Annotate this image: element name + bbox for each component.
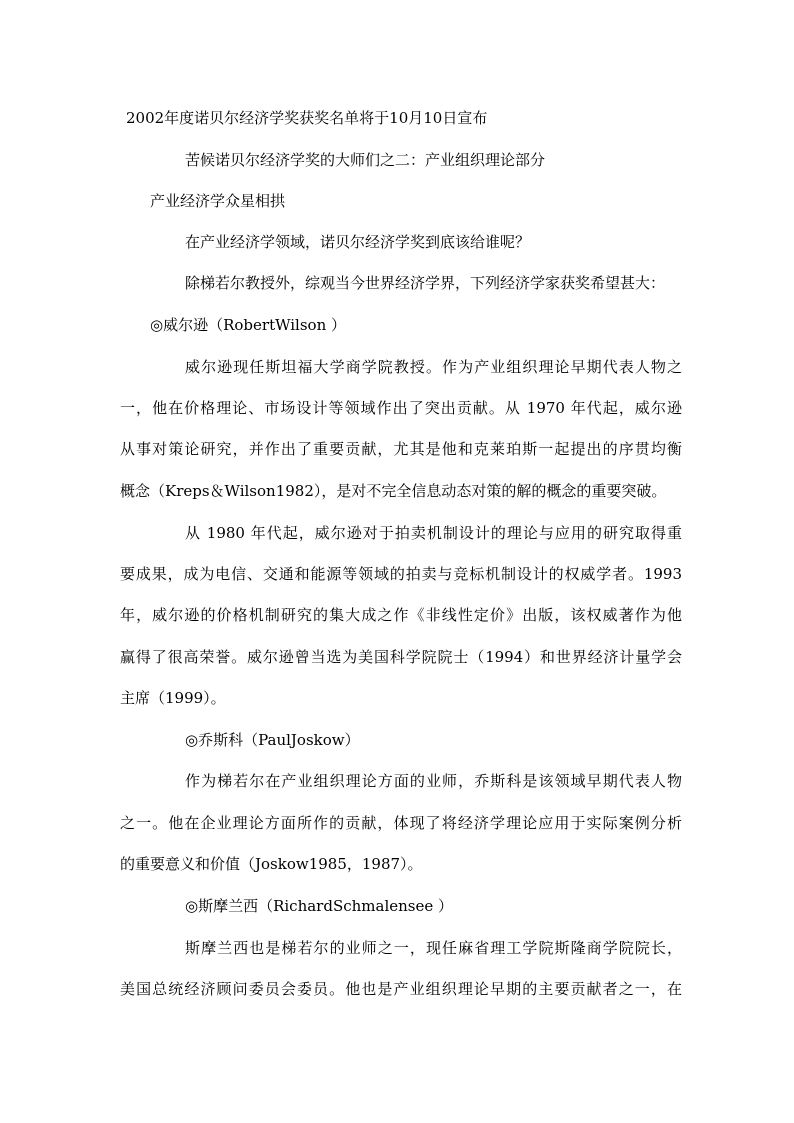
paragraph-line: 之一。他在企业理论方面所作的贡献，体现了将经济学理论应用于实际案例分析	[120, 814, 682, 832]
paragraph-line: 威尔逊现任斯坦福大学商学院教授。作为产业组织理论早期代表人物之	[185, 358, 682, 376]
paragraph-line: 赢得了很高荣誉。威尔逊曾当选为美国科学院院士（1994）和世界经济计量学会	[120, 648, 682, 666]
document-subtitle: 苦候诺贝尔经济学奖的大师们之二：产业组织理论部分	[185, 151, 546, 169]
paragraph-line: 主席（1999）。	[120, 689, 226, 707]
joskow-heading: ◎乔斯科（PaulJoskow）	[185, 731, 360, 749]
paragraph-line: 年，威尔逊的价格机制研究的集大成之作《非线性定价》出版，该权威著作为他	[120, 606, 682, 624]
paragraph-line: 美国总统经济顾问委员会委员。他也是产业组织理论早期的主要贡献者之一，在	[120, 980, 682, 998]
wilson-heading: ◎威尔逊（RobertWilson ）	[150, 316, 346, 334]
paragraph-line: 作为梯若尔在产业组织理论方面的业师，乔斯科是该领域早期代表人物	[185, 772, 682, 790]
intro-statement: 除梯若尔教授外，综观当今世界经济学界，下列经济学家获奖希望甚大：	[185, 274, 666, 292]
paragraph-line: 斯摩兰西也是梯若尔的业师之一，现任麻省理工学院斯隆商学院院长，	[185, 939, 682, 957]
paragraph-line: 一，他在价格理论、市场设计等领域作出了突出贡献。从 1970 年代起，威尔逊	[120, 399, 682, 417]
paragraph-line: 概念（Kreps＆Wilson1982），是对不完全信息动态对策的解的概念的重要突破。	[120, 482, 667, 500]
paragraph-line: 的重要意义和价值（Joskow1985，1987）。	[120, 855, 423, 873]
section-heading: 产业经济学众星相拱	[150, 192, 286, 210]
paragraph-line: 从事对策论研究，并作出了重要贡献，尤其是他和克莱珀斯一起提出的序贯均衡	[120, 440, 682, 458]
intro-question: 在产业经济学领域，诺贝尔经济学奖到底该给谁呢？	[185, 233, 531, 251]
schmalensee-heading: ◎斯摩兰西（RichardSchmalensee ）	[185, 897, 454, 915]
paragraph-line: 从 1980 年代起，威尔逊对于拍卖机制设计的理论与应用的研究取得重	[185, 524, 682, 542]
document-title: 2002年度诺贝尔经济学奖获奖名单将于10月10日宣布	[126, 109, 488, 127]
paragraph-line: 要成果，成为电信、交通和能源等领域的拍卖与竞标机制设计的权威学者。1993	[120, 565, 682, 583]
